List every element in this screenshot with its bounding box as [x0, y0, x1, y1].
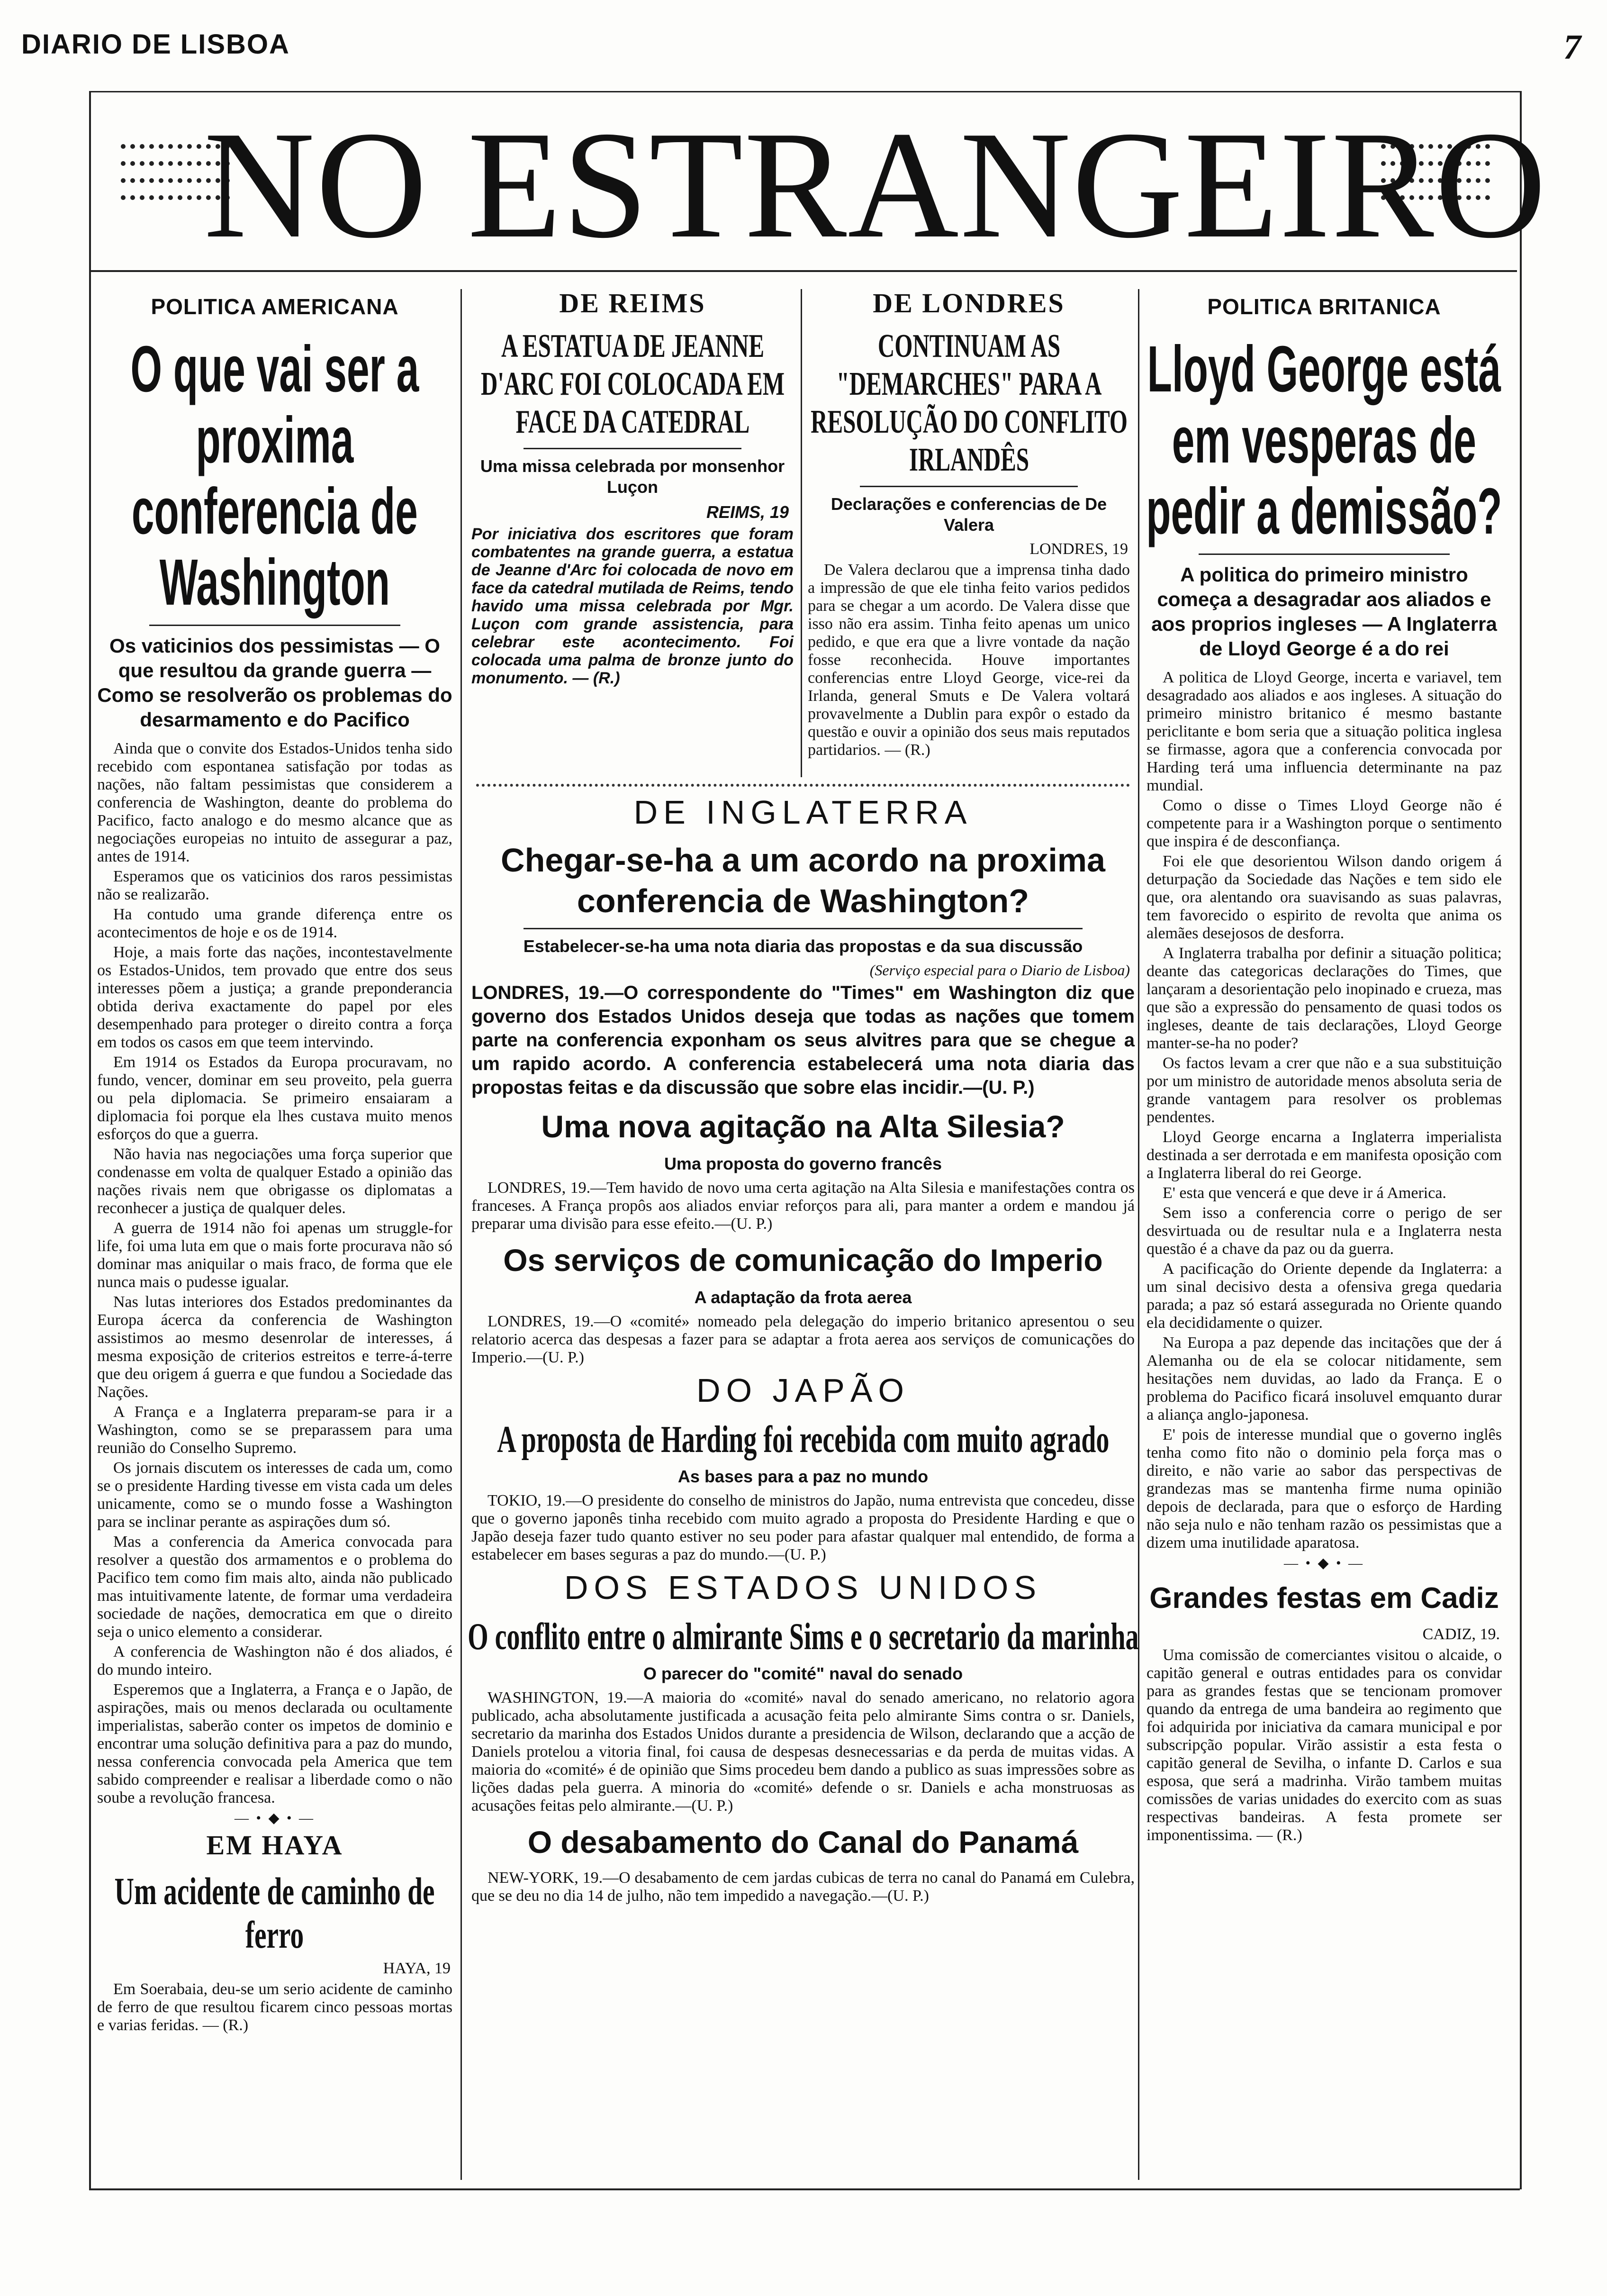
- subhead: O parecer do "comité" naval do senado: [643, 1664, 963, 1683]
- paragraph: A Inglaterra trabalha por definir a situação politica; deante das categoricas declarações do Times, que lançaram a desorientação pelo inopinado e crueza, mas que são a expressão do pensamento de quasi todos os ingleses, deante de tais declarações, Lloyd George manter-se-ha no poder?: [1147, 944, 1502, 1052]
- paragraph: Lloyd George encarna a Inglaterra imperialista destinada a ser derrotada e em manifesta oposição com a Inglaterra liberal do rei George.: [1147, 1128, 1502, 1182]
- page-number: 7: [1563, 28, 1581, 67]
- paragraph: Não havia nas negociações uma força superior que condenasse em volta de qualquer Estado a opinião das nações rivais nem que obrigasse os diplomatas a reconhecer a justiça de qualquer deles.: [97, 1145, 452, 1217]
- headline: Lloyd George está em vesperas de pedir a demissão?: [1146, 333, 1502, 548]
- paragraph: A pacificação do Oriente depende da Inglaterra: a um sinal decisivo desta a ofensiva grega quedaria parada; a paz só estará assegurada no Oriente quando ela decididamente o quizer.: [1147, 1260, 1502, 1332]
- subhead: Declarações e conferencias de De Valera: [831, 494, 1107, 535]
- dateline: REIMS, 19: [706, 502, 789, 522]
- paragraph: Como o disse o Times Lloyd George não é competente para ir a Washington porque o sentimento que inspira é de desconfiança.: [1147, 797, 1502, 850]
- headline: Um acidente de caminho de ferro: [114, 1869, 435, 1956]
- divider: [524, 448, 741, 449]
- paragraph: LONDRES, 19.—O «comité» nomeado pela delegação do imperio britanico apresentou o seu relatorio acerca das despesas a fazer para se adaptar a frota aerea aos serviços de comunicações do Imperio.—(U. P.): [471, 1313, 1135, 1366]
- bottom-rule: [89, 2188, 1520, 2190]
- headline: Uma nova agitação na Alta Silesia?: [541, 1109, 1065, 1144]
- article-politica-americana: [92, 284, 457, 2175]
- article-body: [808, 561, 1130, 759]
- divider: [860, 486, 1078, 487]
- section-label: DE LONDRES: [873, 288, 1065, 318]
- paragraph: Ainda que o convite dos Estados-Unidos tenha sido recebido com espontanea satisfação por todas as nações, não faltam pessimistas que considerem a conferencia de Washington, deante do problema do Pacifico, facto analogo e do mesmo alcance que as negociações europeias no intuito de assegurar a paz, antes de 1914.: [97, 740, 452, 865]
- paragraph: Em 1914 os Estados da Europa procuravam, no fundo, vencer, dominar em seu proveito, pela guerra ou pela diplomacia. Se primeiro ensaiaram a diplomacia foi porque ela lhes custava muito menos esforços do que a guerra.: [97, 1053, 452, 1143]
- column-rule: [460, 289, 462, 2180]
- subhead: Os vaticinios dos pessimistas — O que resultou da grande guerra — Como se resolverão os problemas do desarmamento e do Pacifico: [97, 635, 452, 731]
- divider: [524, 928, 1083, 929]
- dateline: LONDRES, 19: [1029, 540, 1128, 558]
- headline: Os serviços de comunicação do Imperio: [503, 1243, 1103, 1278]
- source-note: (Serviço especial para o Diario de Lisboa): [869, 962, 1130, 979]
- article-politica-britanica: [1142, 284, 1507, 2175]
- section-label: DO JAPÃO: [696, 1372, 910, 1409]
- lead-paragraph: LONDRES, 19.—O correspondente do "Times" em Washington diz que governo dos Estados Unidos deseja que todas as nações que tomem parte na conferencia exponham os seus alvitres para que se chegue a um rapido acordo. A conferencia estabelecerá uma nota diaria das propostas feitas e da discussão que sobre elas incidir.—(U. P.): [471, 982, 1135, 1098]
- paragraph: Na Europa a paz depende das incitações que der á Alemanha ou de ela se colocar nitidamente, sem hesitações nem duvidas, ao lado da França. E o problema do Pacifico ficará insoluvel emquanto durar a aliança anglo-japonesa.: [1147, 1334, 1502, 1424]
- section-label: DE INGLATERRA: [633, 794, 973, 831]
- paragraph: TOKIO, 19.—O presidente do conselho de ministros do Japão, numa entrevista que concedeu, disse que o governo japonês tinha recebido com muito agrado a proposta do Presidente Harding e que o Japão deseja fazer tudo quanto estiver no seu poder para afastar qualquer mal entendido, de forma a estabelecer em bases seguras a paz do mundo.—(U. P.): [471, 1492, 1135, 1563]
- headline: Grandes festas em Cadiz: [1149, 1582, 1499, 1615]
- headline: O que vai ser a proxima conferencia de Washington: [130, 333, 419, 619]
- section-label: POLITICA AMERICANA: [151, 294, 399, 319]
- headline: O desabamento do Canal do Panamá: [527, 1824, 1079, 1860]
- paragraph: Os factos levam a crer que não e a sua substituição por um ministro de autoridade menos absoluta seria de grande vantagem para resolver os problemas pendentes.: [1147, 1054, 1502, 1126]
- article-body: [471, 1689, 1135, 1815]
- paragraph: Esperemos que a Inglaterra, a França e o Japão, de aspirações, mais ou menos declarada ou ocultamente imperialistas, saberão conter os impetos de dominio e encontrar uma solução definitiva para a paz do mundo, nessa conferencia convocada pela America que tem sabido compreender e realisar a liberdade como o não soube a revolução francesa.: [97, 1681, 452, 1806]
- paragraph: E' pois de interesse mundial que o governo inglês tenha como fito não o dominio pela força mas o direito, e não varie ao sabor das perspectivas de grandezas mas se mantenha firme numa opinião depois de declarada, para que o esforço de Harding não seja nulo e não tenham razão os pessimistas que a dizem uma inutilidade aparatosa.: [1147, 1426, 1502, 1552]
- article-body: Por iniciativa dos escritores que foram combatentes na grande guerra, a estatua de Jeanne d'Arc foi colocada de novo em face da catedral mutilada de Reims, tendo havido uma missa celebrada por Mgr. Luçon com grande assistencia, para celebrar este acontecimento. Foi colocada uma palma de bronze junto do monumento. — (R.): [471, 525, 794, 687]
- article-body: [1147, 1646, 1502, 1844]
- divider: [1199, 554, 1450, 555]
- divider-ornament: — • ◆ • —: [234, 1810, 316, 1826]
- article-body: [97, 1980, 452, 2034]
- subhead: A adaptação da frota aerea: [694, 1288, 912, 1307]
- section-label: POLITICA BRITANICA: [1207, 294, 1441, 319]
- paragraph: WASHINGTON, 19.—A maioria do «comité» naval do senado americano, no relatorio agora publicado, acha absolutamente justificada a acusação feita pelo almirante Sims contra o sr. Daniels, secretario da marinha dos Estados Unidos durante a presidencia de Wilson, declarando que a acção de Daniels protelou a vitoria final, foi causa de despesas desnecessarias e da perda de muitas vidas. A maioria do «comité» é de opinião que Sims procedeu bem dando a publico as suas impressões sobre as lições dadas pela guerra. A minoria do «comité» defende o sr. Daniels e acha monstruosas as acusações feitas pelo almirante.—(U. P.): [471, 1689, 1135, 1815]
- paragraph: A conferencia de Washington não é dos aliados, é do mundo inteiro.: [97, 1643, 452, 1679]
- article-body: [97, 740, 452, 1807]
- paragraph: Foi ele que desorientou Wilson dando origem á deturpação da Sociedade das Nações e tem sido ele que, ora alentando ora suavisando as suas palavras, tem favorecido o espirito de revolta que anima os alemães desejosos de desforra.: [1147, 853, 1502, 942]
- article-body: [471, 1869, 1135, 1905]
- paragraph: Sem isso a conferencia corre o perigo de ser desvirtuada ou de resultar nula e a Inglaterra nesta questão é a chave da paz ou da guerra.: [1147, 1204, 1502, 1258]
- headline: A ESTATUA DE JEANNE D'ARC FOI COLOCADA EM FACE DA CATEDRAL: [480, 328, 785, 440]
- paragraph: Ha contudo uma grande diferença entre os acontecimentos de hoje e os de 1914.: [97, 906, 452, 941]
- headline: Chegar-se-ha a um acordo na proxima conferencia de Washington?: [501, 842, 1105, 919]
- article-body: [471, 1179, 1135, 1233]
- paragraph: A guerra de 1914 não foi apenas um struggle-for life, foi uma luta em que o mais forte procurava não só dominar mas aniquilar o mais fraco, de forma que ele nunca mais o pudesse igualar.: [97, 1219, 452, 1291]
- paragraph: Nas lutas interiores dos Estados predominantes da Europa ácerca da conferencia de Washington assistimos ao mesmo desenrolar de interesses, á mesma exposição de criterios estreitos e terre-á-terre que deu origem á guerra e que fundou a Sociedade das Nações.: [97, 1293, 452, 1401]
- paragraph: Uma comissão de comerciantes visitou o alcaide, o capitão general e outras entidades para os convidar para as grandes festas que se tencionam promover quando da entrega de uma bandeira ao regimento que foi adquirida por iniciativa da camara municipal e por subscripção popular. Virão assistir a esta festa o capitão general de Sevilha, o infante D. Carlos e sua esposa, que será a madrinha. Virão tambem muitas comissões de varias unidades do exercito com as suas respectivas bandeiras. A festa promete ser imponentissima. — (R.): [1147, 1646, 1502, 1844]
- divider: [149, 625, 400, 626]
- article-de-londres: [803, 284, 1135, 782]
- paragraph: LONDRES, 19.—Tem havido de novo uma certa agitação na Alta Silesia e manifestações contra os franceses. A França propôs aos aliados enviar reforços para ali, para manter a ordem e mandou já preparar uma divisão para esse efeito.—(U. P.): [471, 1179, 1135, 1233]
- subhead: Estabelecer-se-ha uma nota diaria das propostas e da sua discussão: [523, 936, 1083, 956]
- article-body: [471, 1313, 1135, 1367]
- subhead: A politica do primeiro ministro começa a desagradar aos aliados e aos proprios ingleses — A Inglaterra de Lloyd George é a do rei: [1151, 563, 1497, 660]
- divider: [476, 784, 1130, 787]
- paragraph: Em Soerabaia, deu-se um serio acidente de caminho de ferro de que resultou ficarem cinco pessoas mortas e varias feridas. — (R.): [97, 1980, 452, 2034]
- section-label: DE REIMS: [559, 288, 706, 318]
- paragraph: De Valera declarou que a imprensa tinha dado a impressão de que ele tinha feito varios pedidos para se chegar a um acordo. De Valera disse que isso não era assim. Tinha feito apenas um unico pedido, e que era que a livre vontade da nação fosse reconhecida. Houve importantes conferencias entre Lloyd George, vice-rei da Irlanda, general Smuts e De Valera voltará provavelmente a Dublin para expôr o estado da questão e ouvir a opinião dos seus mais reputados partidarios. — (R.): [808, 561, 1130, 759]
- section-label: EM HAYA: [206, 1830, 343, 1860]
- headline: CONTINUAM AS "DEMARCHES" PARA A RESOLUÇÃO DO CONFLITO IRLANDÊS: [810, 328, 1128, 478]
- paragraph: Os jornais discutem os interesses de cada um, como se o presidente Harding tivesse em vista cada um deles unicamente, como se o mundo fosse a Washington para se inclinar perante as aspirações dum só.: [97, 1459, 452, 1531]
- headline: A proposta de Harding foi recebida com muito agrado: [497, 1419, 1110, 1461]
- paragraph: E' esta que vencerá e que deve ir á America.: [1163, 1184, 1446, 1202]
- center-news-block: [467, 777, 1139, 2189]
- dateline: HAYA, 19: [383, 1960, 451, 1977]
- paragraph: Hoje, a mais forte das nações, incontestavelmente os Estados-Unidos, tem provado que entre dos seus interesses põem a justiça; a grande preponderancia obtida deriva exactamente do papel por eles desempenhado para proteger o direito contra a força em todos os casos em que teem intervindo.: [97, 944, 452, 1051]
- headline: O conflito entre o almirante Sims e o secretario da marinha: [467, 1616, 1139, 1658]
- paragraph: Esperamos que os vaticinios dos raros pessimistas não se realizarão.: [97, 868, 452, 903]
- divider-ornament: — • ◆ • —: [1283, 1555, 1365, 1571]
- paragraph: NEW-YORK, 19.—O desabamento de cem jardas cubicas de terra no canal do Panamá em Culebra, que se deu no dia 14 de julho, não tem impedido a navegação.—(U. P.): [471, 1869, 1135, 1905]
- section-label: DOS ESTADOS UNIDOS: [564, 1569, 1042, 1606]
- article-body: [471, 1492, 1135, 1564]
- paragraph: A França e a Inglaterra preparam-se para ir a Washington, como se se preparassem para uma reunião do Conselho Supremo.: [97, 1403, 452, 1457]
- subhead: As bases para a paz no mundo: [677, 1467, 929, 1486]
- masthead-paper-name: DIARIO DE LISBOA: [21, 29, 290, 60]
- paragraph: A politica de Lloyd George, incerta e variavel, tem desagradado aos aliados e aos ingleses. A situação do primeiro ministro britanico é mesmo bastante periclitante e bom seria que a situação politica inglesa se firmasse, agora que a conferencia convocada por Harding terá uma influencia determinante na paz mundial.: [1147, 669, 1502, 794]
- article-de-reims: [467, 284, 798, 782]
- dateline: CADIZ, 19.: [1422, 1625, 1500, 1643]
- column-rule: [801, 289, 802, 777]
- subhead: Uma missa celebrada por monsenhor Luçon: [480, 456, 785, 497]
- article-body: [1147, 669, 1502, 1552]
- page-title: NO ESTRANGEIRO: [204, 100, 1547, 270]
- subhead: Uma proposta do governo francês: [664, 1154, 942, 1173]
- paragraph: Mas a conferencia da America convocada para resolver a questão dos armamentos e o problema do Pacifico tem como fim mais alto, ainda não publicado mas intuitivamente latente, de formar uma verdadeira sociedade de nações, democratica em que o direito seja o unico elemento a considerar.: [97, 1533, 452, 1641]
